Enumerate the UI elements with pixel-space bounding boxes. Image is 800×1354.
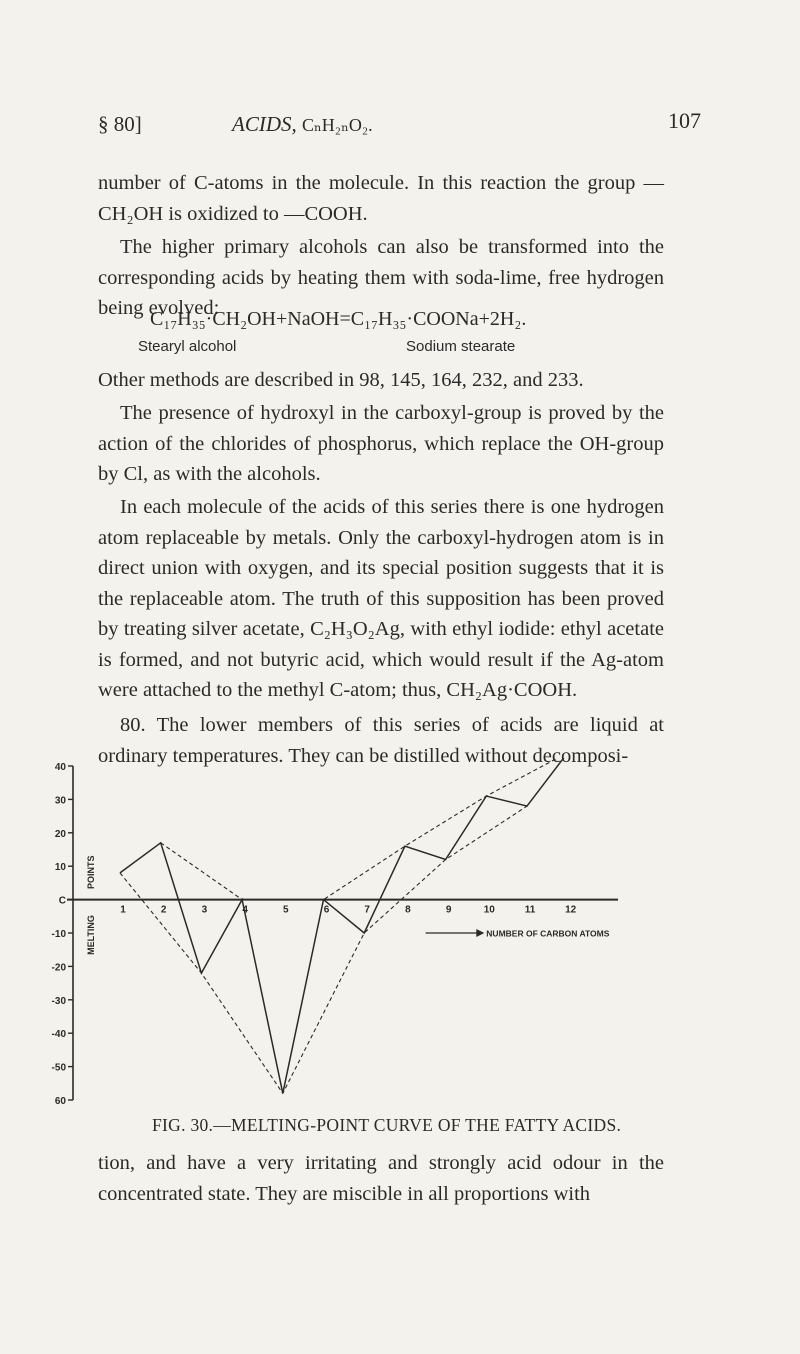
series-line-melting-points xyxy=(120,758,568,1093)
paragraph-replaceable-hydrogen: In each molecule of the acids of this series there is one hydrogen atom replaceable by metals. Only the carboxyl-hydrogen atom is in direct union with oxygen, and its special position suggests that it is the replaceable atom. The truth of this supposition has been proved by treating silver acetate, C₂H₃O₂Ag, with ethyl iodide: ethyl acetate is formed, and not butyric acid, which would result if the Ag-atom were attached to the methyl C-atom; thus, CH₂Ag·COOH. xyxy=(98,496,664,701)
running-title-text: ACIDS, xyxy=(232,112,297,136)
figure-caption: FIG. 30.—MELTING-POINT CURVE OF THE FATTY ACIDS. xyxy=(152,1115,622,1135)
axis-label-points: POINTS xyxy=(86,855,96,889)
y-tick-label: 40 xyxy=(54,762,66,773)
y-tick-label: -40 xyxy=(51,1029,66,1041)
x-arrow-head xyxy=(476,929,484,937)
paragraph-continued-bottom: tion, and have a very irritating and strongly acid odour in the concentrated state. They are miscible in all proportions with xyxy=(98,1152,664,1205)
x-tick-label: 6 xyxy=(323,904,330,916)
x-tick-label: 12 xyxy=(565,904,577,916)
melting-point-chart xyxy=(40,758,670,1108)
equation: C₁₇H₃₅·CH₂OH+NaOH=C₁₇H₃₅·COONa+2H₂. xyxy=(150,308,527,330)
y-tick-label: 20 xyxy=(54,828,66,840)
x-tick-label: 2 xyxy=(160,904,167,916)
x-tick-label: 5 xyxy=(283,904,289,916)
x-tick-label: 4 xyxy=(242,904,248,916)
axis-label-melting: MELTING xyxy=(86,915,96,955)
series-line-alternate-members-2 xyxy=(161,758,568,900)
page-number: 107 xyxy=(668,108,701,133)
running-title xyxy=(232,112,373,137)
running-header xyxy=(0,108,800,144)
x-tick-label: 11 xyxy=(524,904,536,916)
series-line-alternate-members-1 xyxy=(120,806,527,1093)
y-tick-label: 10 xyxy=(54,862,66,874)
y-tick-label: -20 xyxy=(51,962,66,974)
melting-point-figure xyxy=(40,758,670,1108)
equation-label-product: Sodium stearate xyxy=(406,338,516,355)
y-tick-label: -30 xyxy=(51,995,66,1007)
y-tick-label: 60 xyxy=(54,1096,66,1107)
y-tick-label: -50 xyxy=(51,1062,66,1074)
x-tick-label: 9 xyxy=(445,904,452,916)
paragraph-hydroxyl: The presence of hydroxyl in the carboxyl-group is proved by the action of the chlorides of phosphorus, which replace the OH-group by Cl, as with the alcohols. xyxy=(98,402,664,485)
paragraph-soda-lime: The higher primary alcohols can also be transformed into the corresponding acids by heating them with soda-lime, free hydrogen being evolved: xyxy=(98,236,664,319)
running-title-formula: CₙH₂ₙO₂. xyxy=(302,115,373,135)
paragraph-other-methods: Other methods are described in 98, 145, 164, 232, and 233. xyxy=(98,369,584,391)
equation-label-reactant: Stearyl alcohol xyxy=(138,338,237,355)
x-arrow-label: NUMBER OF CARBON ATOMS xyxy=(486,928,610,939)
paragraph-continued: number of C-atoms in the molecule. In this reaction the group —CH₂OH is oxidized to —COOH. xyxy=(98,172,664,225)
y-tick-label: -10 xyxy=(51,929,66,940)
x-tick-label: 10 xyxy=(483,904,495,916)
y-tick-label: C xyxy=(58,895,66,907)
paragraph-section-80: 80. The lower members of this series of acids are liquid at ordinary temperatures. They can be distilled without decomposi- xyxy=(98,714,664,767)
x-tick-label: 3 xyxy=(201,904,208,916)
x-tick-label: 7 xyxy=(364,904,370,916)
x-tick-label: 1 xyxy=(120,904,126,916)
x-tick-label: 8 xyxy=(405,904,411,916)
section-reference: § 80] xyxy=(98,112,142,136)
y-tick-label: 30 xyxy=(54,795,66,807)
